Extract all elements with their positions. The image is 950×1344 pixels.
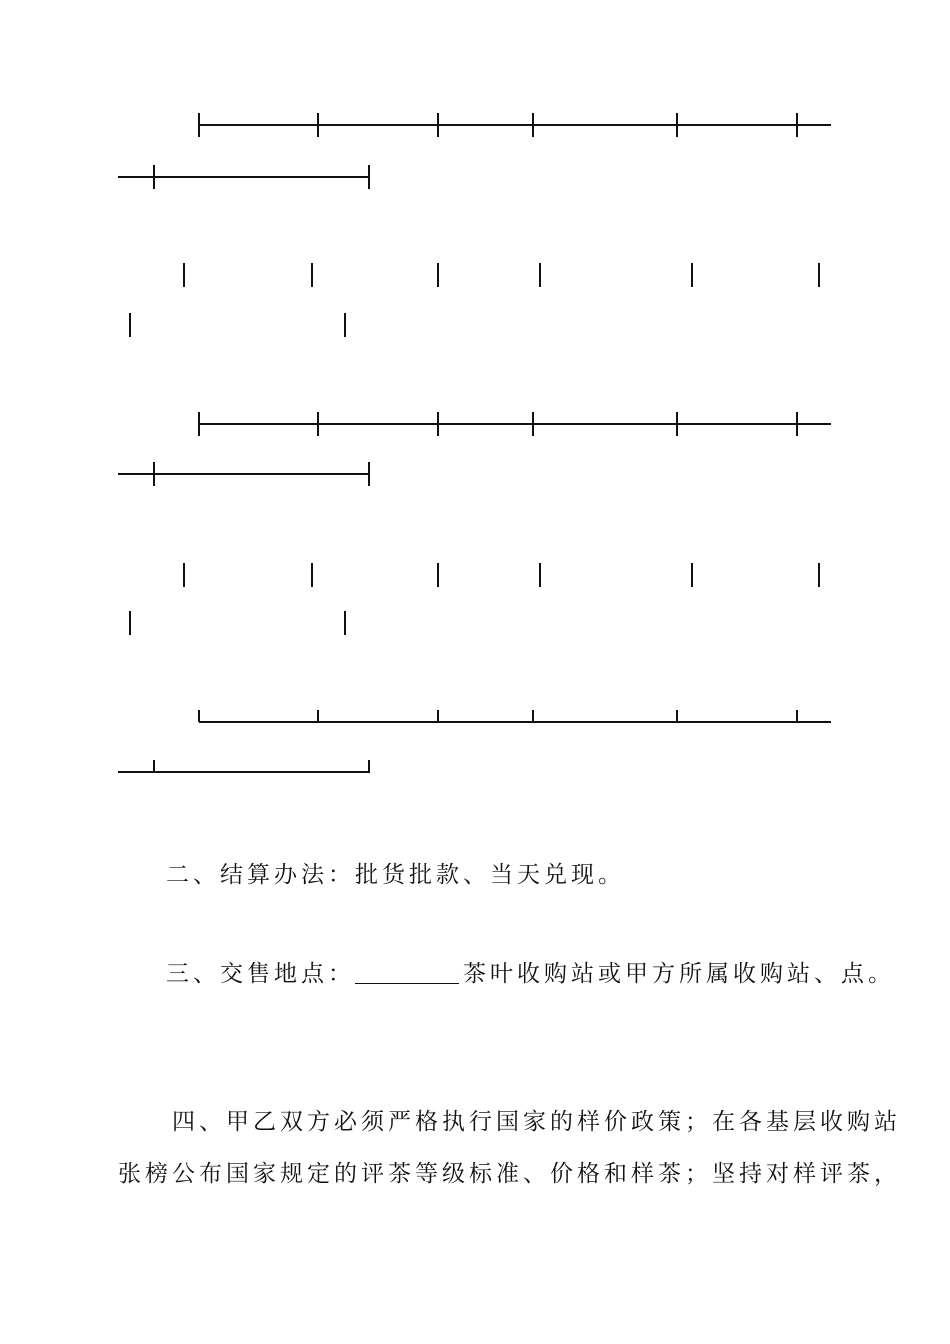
table-rule [199,423,831,425]
column-divider [691,263,693,287]
column-divider [317,710,319,722]
column-divider [818,563,820,587]
column-divider [796,710,798,722]
column-divider [153,165,155,189]
column-divider [198,113,200,137]
section-delivery-text: 茶叶收购站或甲方所属收购站、点。 [463,961,895,987]
column-divider [532,710,534,722]
column-divider [129,313,131,337]
column-divider [676,113,678,137]
column-divider [198,412,200,436]
column-divider [437,263,439,287]
table-rule [118,771,370,773]
section-settlement: 二、结算办法：批货批款、当天兑现。 [166,862,625,888]
column-divider [796,113,798,137]
column-divider [368,760,370,772]
column-divider [368,462,370,486]
column-divider [368,165,370,189]
column-divider [153,760,155,772]
column-divider [691,563,693,587]
column-divider [183,263,185,287]
section-price-policy-line1: 四、甲乙双方必须严格执行国家的样价政策；在各基层收购站 [172,1109,901,1135]
column-divider [183,563,185,587]
column-divider [129,611,131,635]
column-divider [539,563,541,587]
table-rule [199,124,831,126]
column-divider [344,611,346,635]
section-delivery-location [166,961,895,986]
fill-in-blank[interactable] [355,961,459,984]
column-divider [317,113,319,137]
column-divider [676,412,678,436]
column-divider [153,462,155,486]
column-divider [539,263,541,287]
section-delivery-label: 三、交售地点： [166,961,355,987]
column-divider [796,412,798,436]
column-divider [818,263,820,287]
column-divider [532,412,534,436]
column-divider [311,263,313,287]
section-price-policy-line2: 张榜公布国家规定的评茶等级标准、价格和样茶；坚持对样评茶， [118,1161,901,1187]
column-divider [311,563,313,587]
column-divider [317,412,319,436]
table-rule [118,176,370,178]
column-divider [437,412,439,436]
column-divider [437,113,439,137]
column-divider [344,313,346,337]
column-divider [198,710,200,722]
table-rule [118,473,370,475]
column-divider [676,710,678,722]
column-divider [437,710,439,722]
column-divider [532,113,534,137]
column-divider [437,563,439,587]
table-rule [199,721,831,723]
